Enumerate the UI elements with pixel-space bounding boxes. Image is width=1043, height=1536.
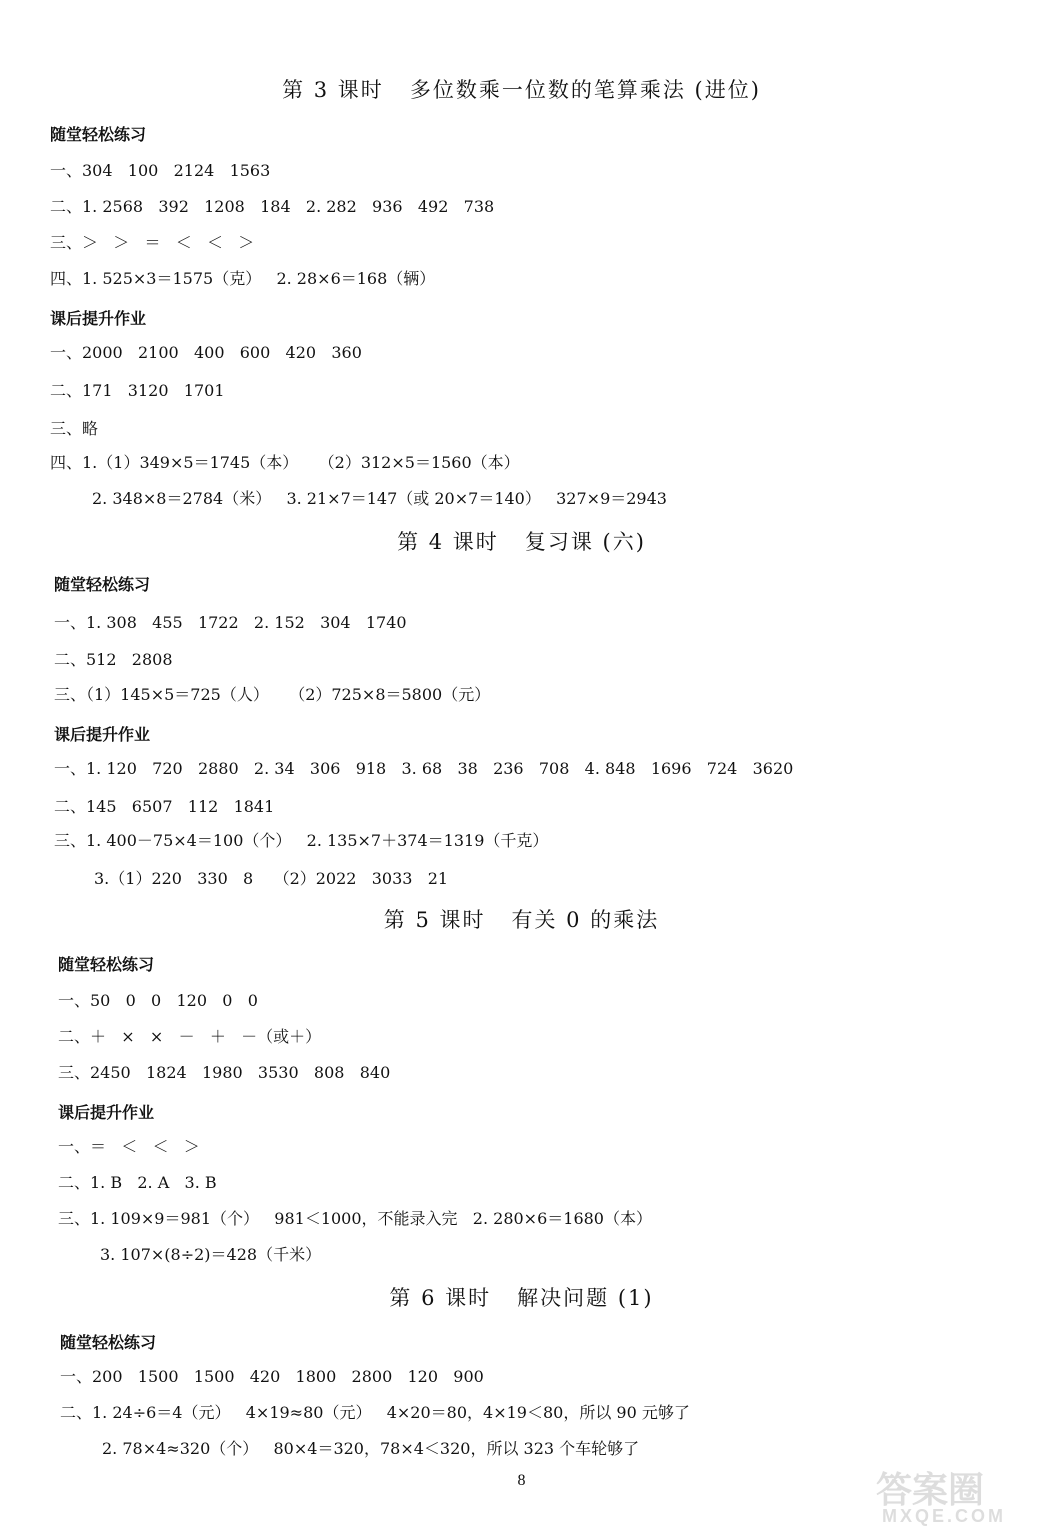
answer-line: 三、略: [50, 419, 99, 438]
answer-line: 2. 348×8＝2784（米） 3. 21×7＝147（或 20×7＝140） 327×9＝2943: [92, 489, 667, 508]
answer-line: 一、1. 120 720 2880 2. 34 306 918 3. 68 38 236 708 4. 848 1696 724 3620: [54, 759, 794, 778]
answer-line: 二、1. B 2. A 3. B: [58, 1173, 217, 1192]
answer-line: 一、50 0 0 120 0 0: [58, 991, 258, 1010]
lesson-5-homework-heading: 课后提升作业: [58, 1103, 155, 1122]
answer-line: 3. 107×(8÷2)＝428（千米）: [100, 1245, 322, 1264]
answer-line: 二、1. 2568 392 1208 184 2. 282 936 492 738: [50, 197, 495, 216]
answer-line: 一、200 1500 1500 420 1800 2800 120 900: [60, 1367, 484, 1386]
lesson-3-title: 第 3 课时 多位数乘一位数的笔算乘法 (进位): [282, 78, 761, 102]
lesson-4-title: 第 4 课时 复习课 (六): [397, 530, 646, 554]
answer-line: 二、171 3120 1701: [50, 381, 225, 400]
answer-line: 一、＝ ＜ ＜ ＞: [58, 1137, 200, 1156]
answer-line: 3.（1）220 330 8 （2）2022 3033 21: [94, 869, 449, 888]
answer-line: 二、145 6507 112 1841: [54, 797, 275, 816]
answer-line: 三、2450 1824 1980 3530 808 840: [58, 1063, 391, 1082]
watermark-logo: [868, 1462, 1038, 1530]
answer-line: 四、1. 525×3＝1575（克） 2. 28×6＝168（辆）: [50, 269, 436, 288]
lesson-6-title: 第 6 课时 解决问题 (1): [389, 1286, 654, 1310]
answer-line: 2. 78×4≈320（个） 80×4＝320，78×4＜320，所以 323 个车轮够了: [102, 1439, 640, 1458]
lesson-6-in-class-heading: 随堂轻松练习: [60, 1333, 157, 1352]
answer-line: 三、1. 109×9＝981（个） 981＜1000，不能录入完 2. 280×6＝1680（本）: [58, 1209, 652, 1228]
answer-line: 一、1. 308 455 1722 2. 152 304 1740: [54, 613, 407, 632]
lesson-4-in-class-heading: 随堂轻松练习: [54, 575, 151, 594]
answer-line: 三、1. 400－75×4＝100（个） 2. 135×7＋374＝1319（千克）: [54, 831, 549, 850]
answer-line: 一、304 100 2124 1563: [50, 161, 271, 180]
page-number: 8: [517, 1472, 526, 1489]
lesson-5-title: 第 5 课时 有关 0 的乘法: [383, 908, 660, 932]
lesson-3-in-class-heading: 随堂轻松练习: [50, 125, 147, 144]
answer-line: 二、1. 24÷6＝4（元） 4×19≈80（元） 4×20＝80，4×19＜80，所以 90 元够了: [60, 1403, 690, 1422]
answer-line: 三、（1）145×5＝725（人） （2）725×8＝5800（元）: [54, 685, 491, 704]
answer-line: 二、＋ × × － ＋ －（或＋）: [58, 1027, 322, 1046]
watermark-site-text: MXQE.COM: [882, 1506, 1007, 1526]
lesson-3-homework-heading: 课后提升作业: [50, 309, 147, 328]
lesson-4-homework-heading: 课后提升作业: [54, 725, 151, 744]
answer-line: 二、512 2808: [54, 650, 173, 669]
answer-line: 四、1.（1）349×5＝1745（本） （2）312×5＝1560（本）: [50, 453, 520, 472]
watermark-logo-text: 答案圈: [876, 1469, 985, 1510]
lesson-5-in-class-heading: 随堂轻松练习: [58, 955, 155, 974]
answer-line: 一、2000 2100 400 600 420 360: [50, 343, 362, 362]
answer-line: 三、＞ ＞ ＝ ＜ ＜ ＞: [50, 233, 255, 252]
